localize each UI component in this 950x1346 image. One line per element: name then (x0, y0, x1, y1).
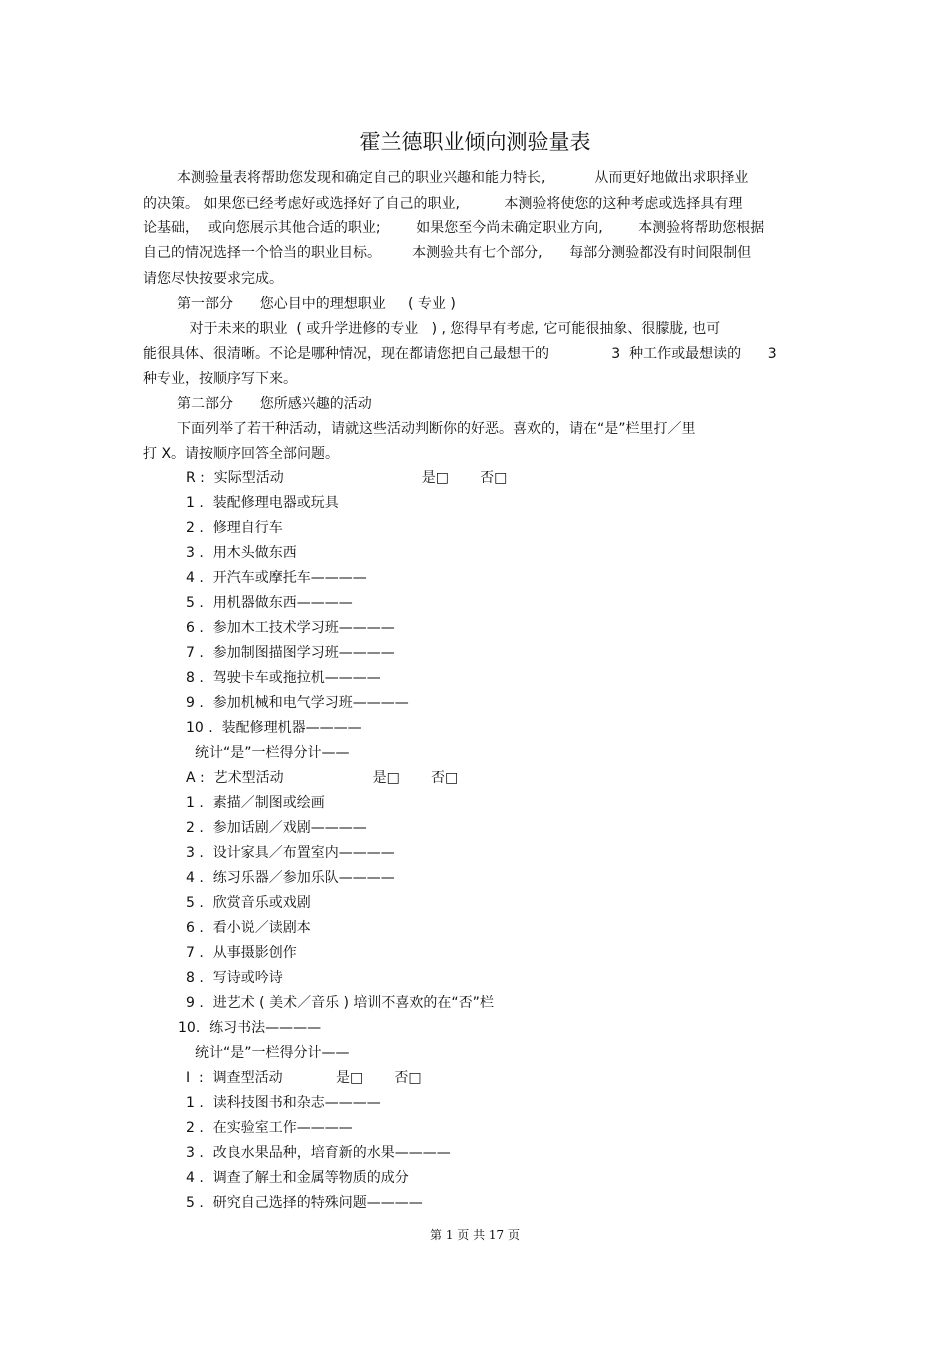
list-item: 6 . 参加木工技术学习班———— (186, 620, 395, 636)
list-item: 4 . 开汽车或摩托车———— (186, 570, 367, 586)
list-item: 1 . 读科技图书和杂志———— (186, 1095, 381, 1111)
intro-line: 本测验量表将帮助您发现和确定自己的职业兴趣和能力特长, 从而更好地做出求职择业 (177, 170, 749, 186)
list-item: 10 . 装配修理机器———— (186, 720, 362, 736)
section-realistic-summary: 统计“是”一栏得分计—— (195, 745, 350, 761)
list-item: 3 . 用木头做东西 (186, 545, 297, 561)
list-item: 1 . 素描／制图或绘画 (186, 795, 325, 811)
list-item: 2 . 在实验室工作———— (186, 1120, 353, 1136)
list-item: 8 . 写诗或吟诗 (186, 970, 283, 986)
list-item: 2 . 参加话剧／戏剧———— (186, 820, 367, 836)
list-item: 2 . 修理自行车 (186, 520, 283, 536)
list-item: 6 . 看小说／读剧本 (186, 920, 311, 936)
part-one-line: 对于未来的职业 ( 或升学进修的专业 ) , 您得早有考虑, 它可能很抽象、很朦胧, 也可 (185, 321, 721, 337)
part-one-line: 能很具体、很清晰。不论是哪种情况，现在都请您把自己最想干的 3 种工作或最想读的 3 (143, 346, 777, 362)
list-item: 5 . 欣赏音乐或戏剧 (186, 895, 311, 911)
list-item: 1 . 装配修理电器或玩具 (186, 495, 339, 511)
list-item: 10. 练习书法———— (178, 1020, 322, 1036)
part-two-heading: 第二部分 您所感兴趣的活动 (177, 396, 372, 412)
list-item: 7 . 从事摄影创作 (186, 945, 297, 961)
list-item: 9 . 参加机械和电气学习班———— (186, 695, 409, 711)
section-realistic-header: R : 实际型活动 是□ 否□ (186, 470, 508, 486)
list-item: 4 . 调查了解土和金属等物质的成分 (186, 1170, 409, 1186)
intro-line: 请您尽快按要求完成。 (143, 271, 283, 287)
list-item: 4 . 练习乐器／参加乐队———— (186, 870, 395, 886)
list-item: 5 . 研究自己选择的特殊问题———— (186, 1195, 423, 1211)
document-title: 霍兰德职业倾向测验量表 (359, 130, 591, 154)
list-item: 9 . 进艺术 ( 美术／音乐 ) 培训不喜欢的在“否”栏 (186, 995, 494, 1011)
intro-line: 的决策。 如果您已经考虑好或选择好了自己的职业, 本测验将使您的这种考虑或选择具有理 (143, 196, 743, 212)
part-one-heading: 第一部分 您心目中的理想职业 ( 专业 ) (177, 296, 456, 312)
list-item: 3 . 设计家具／布置室内———— (186, 845, 395, 861)
intro-line: 论基础， 或向您展示其他合适的职业; 如果您至今尚未确定职业方向, 本测验将帮助您根据 (143, 220, 765, 236)
section-artistic-header: A : 艺术型活动 是□ 否□ (186, 770, 459, 786)
intro-line: 自己的情况选择一个恰当的职业目标。 本测验共有七个部分, 每部分测验都没有时间限制但 (143, 245, 752, 261)
list-item: 5 . 用机器做东西———— (186, 595, 353, 611)
part-one-line: 种专业，按顺序写下来。 (143, 371, 297, 387)
list-item: 7 . 参加制图描图学习班———— (186, 645, 395, 661)
section-artistic-summary: 统计“是”一栏得分计—— (195, 1045, 350, 1061)
part-two-line: 下面列举了若干种活动，请就这些活动判断你的好恶。喜欢的，请在“是”栏里打／里 (177, 421, 696, 437)
part-two-line: 打 X。请按顺序回答全部问题。 (143, 446, 340, 462)
section-investigative-header: I : 调查型活动 是□ 否□ (186, 1070, 422, 1086)
list-item: 3 . 改良水果品种，培育新的水果———— (186, 1145, 451, 1161)
page-footer: 第 1 页 共 17 页 (430, 1228, 520, 1242)
list-item: 8 . 驾驶卡车或拖拉机———— (186, 670, 381, 686)
